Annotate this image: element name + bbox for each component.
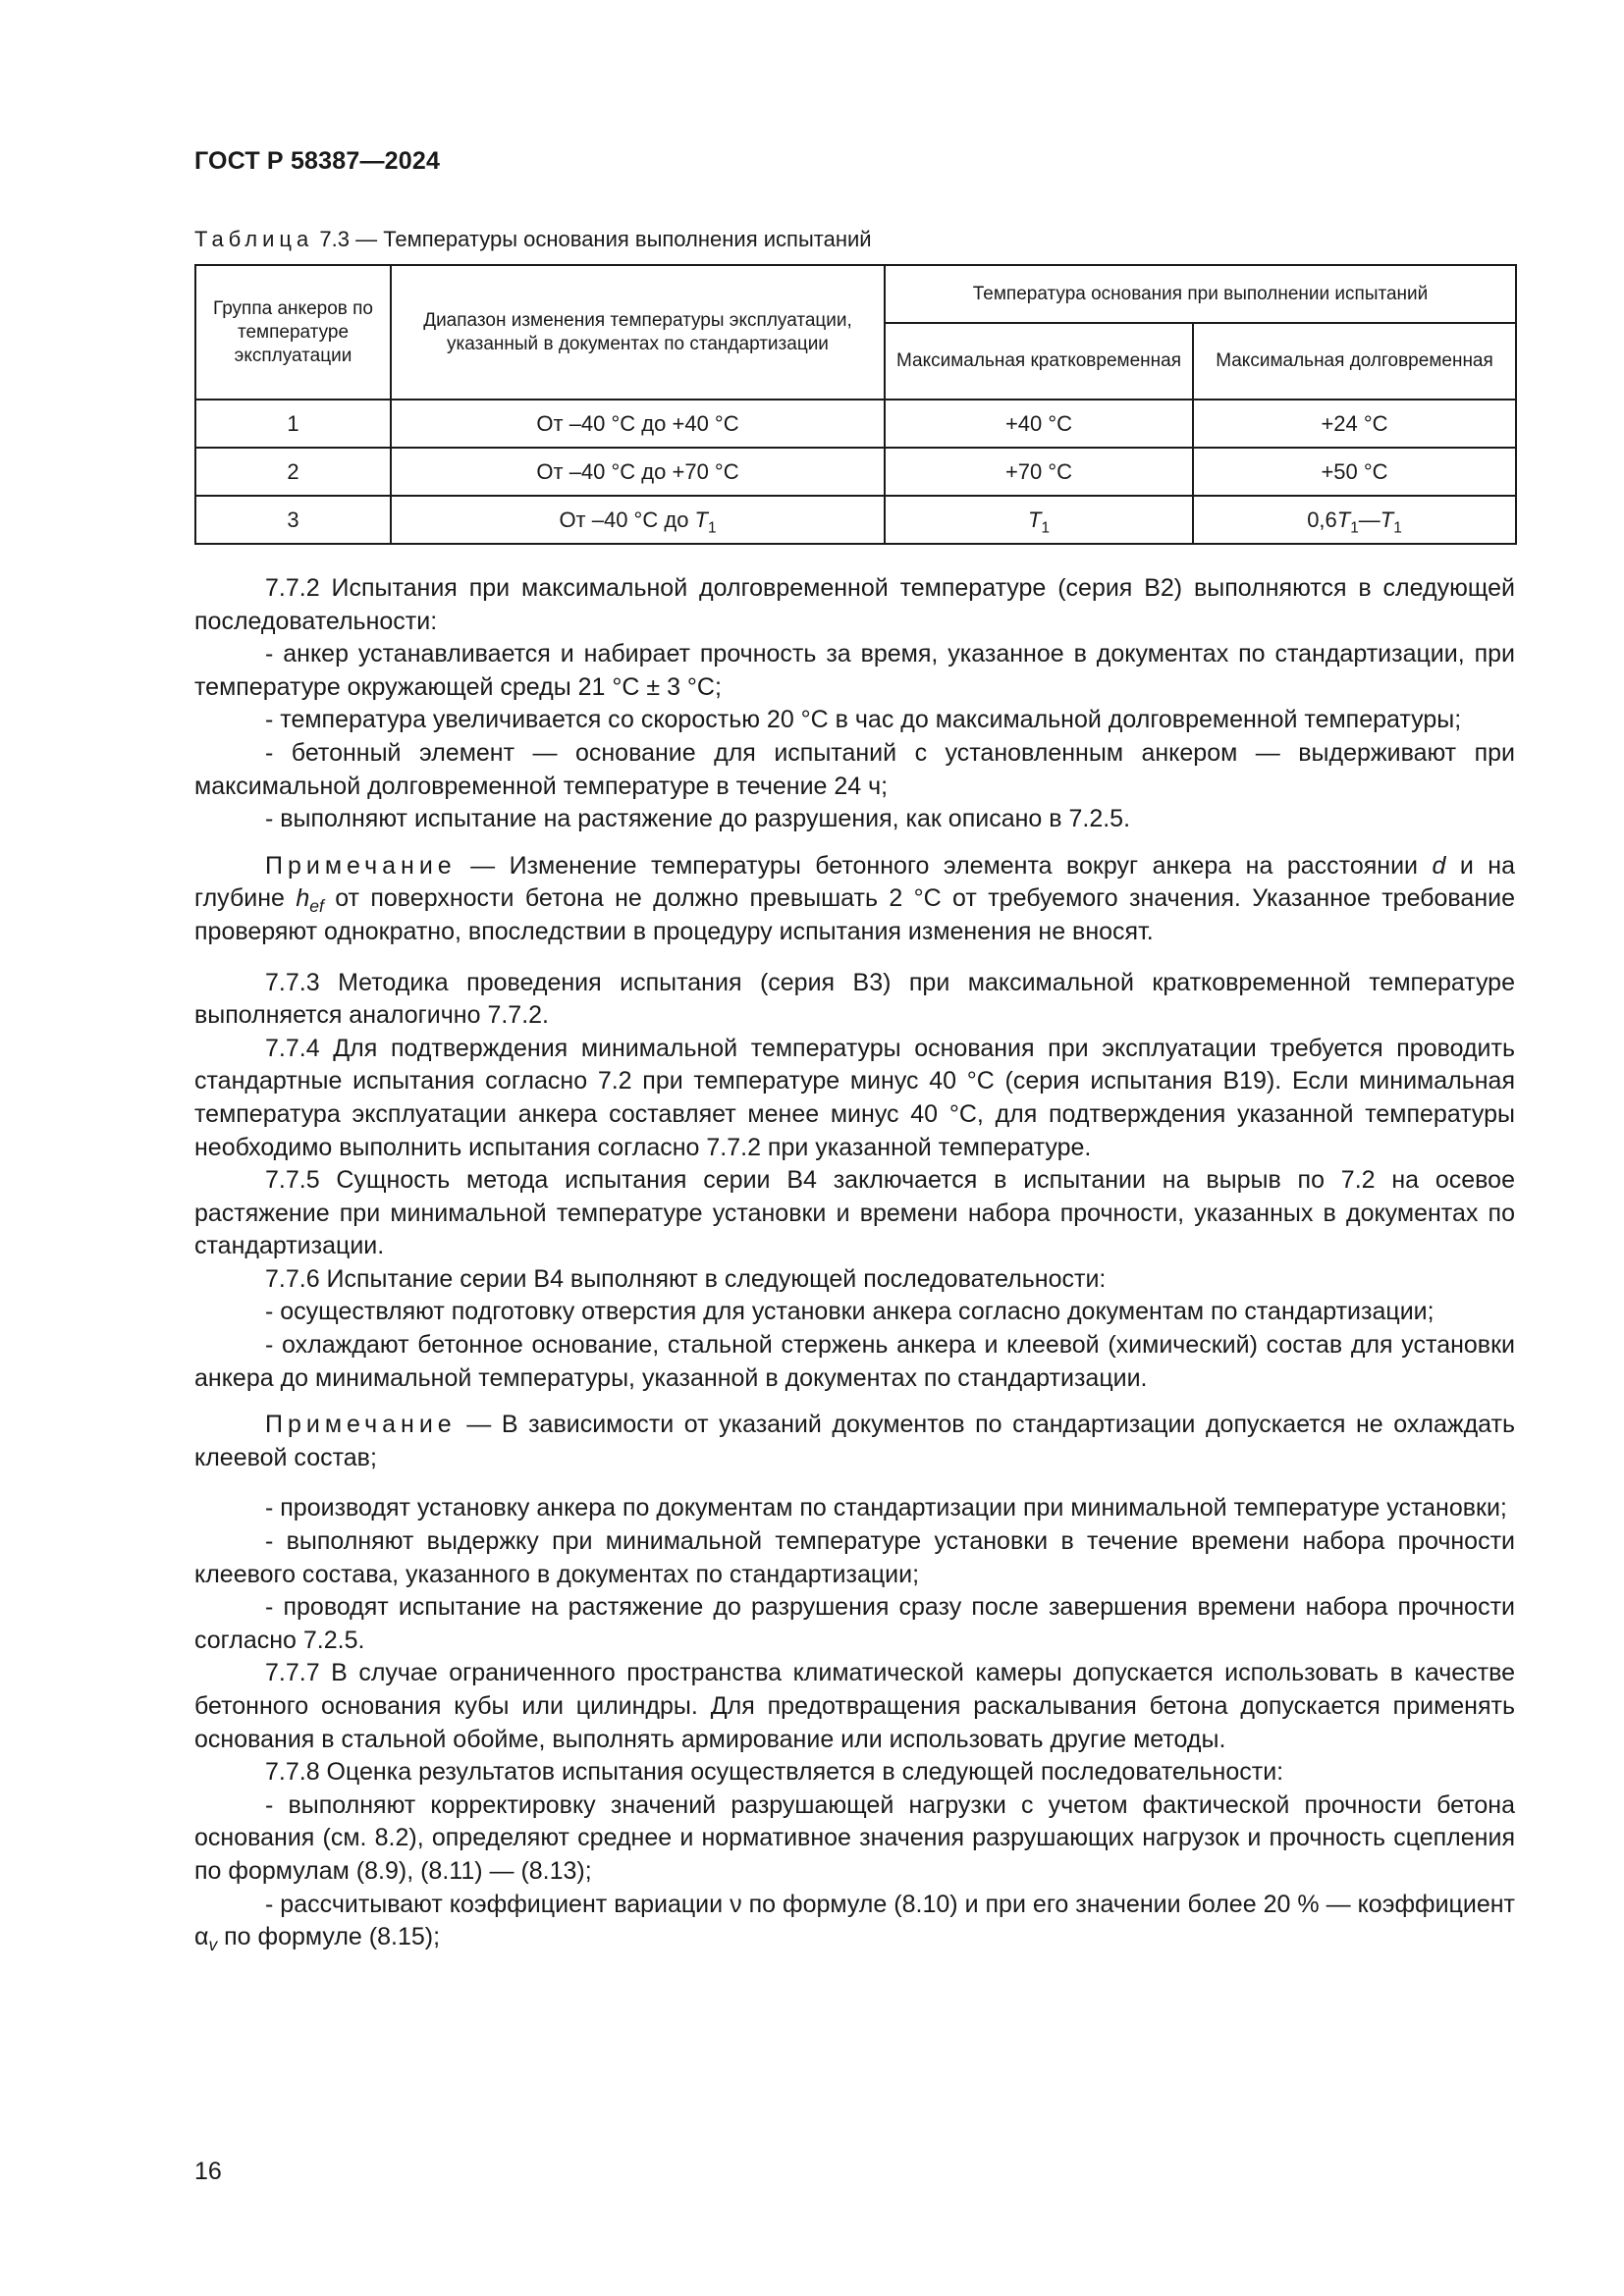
- cell-group: 3: [195, 496, 391, 544]
- list-item: - выполняют выдержку при минимальной температуре установки в течение времени набора прочности клеевого состава, указанного в документах по стандартизации;: [194, 1527, 1515, 1588]
- cell-short-term: +40 °C: [885, 400, 1193, 448]
- paragraph: 7.7.7 В случае ограниченного пространства климатической камеры допускается использовать в качестве бетонного основания кубы или цилиндры. Для предотвращения раскалывания бетона допускается применять основания в стальной обойме, выполнять армирование или использовать другие методы.: [194, 1659, 1515, 1753]
- list-item: - анкер устанавливается и набирает прочность за время, указанное в документах по стандартизации, при температуре окружающей среды 21 °С ± 3 °С;: [194, 640, 1515, 701]
- cell-short-term: $T_1$: [885, 496, 1193, 544]
- paragraph: 7.7.2 Испытания при максимальной долговременной температуре (серия В2) выполняются в следующей последовательности:: [194, 574, 1515, 635]
- cell-long-term: $0,6T_1—T_1$: [1193, 496, 1516, 544]
- table-row: [195, 448, 1516, 496]
- note: Примечание — Изменение температуры бетонного элемента вокруг анкера на расстоянии d и на глубине $h_{ef}$ от поверхности бетона не должно превышать 2 °С от требуемого значения. Указанное требование проверяют однократно, впоследствии в процедуру испытания изменения не вносят.: [194, 851, 1515, 945]
- table-caption-label: Таблица: [194, 227, 314, 251]
- table-row: [195, 400, 1516, 448]
- list-item: - рассчитывают коэффициент вариации ν по формуле (8.10) и при его значении более 20 % — коэффициент $\alpha_v$ по формуле (8.15);: [194, 1890, 1516, 1955]
- col-header-short-term: Максимальная кратковременная: [885, 323, 1193, 400]
- col-header-group: Группа анкеров по температуре эксплуатации: [195, 265, 391, 400]
- cell-short-term: +70 °C: [885, 448, 1193, 496]
- cell-group: 2: [195, 448, 391, 496]
- list-item: - проводят испытание на растяжение до разрушения сразу после завершения времени набора прочности согласно 7.2.5.: [194, 1593, 1515, 1654]
- cell-long-term: +24 °C: [1193, 400, 1516, 448]
- col-header-range: Диапазон изменения температуры эксплуатации, указанный в документах по стандартизации: [391, 265, 885, 400]
- list-item: - бетонный элемент — основание для испытаний с установленным анкером — выдерживают при максимальной долговременной температуре в течение 24 ч;: [194, 738, 1515, 800]
- paragraph: 7.7.5 Сущность метода испытания серии В4 заключается в испытании на вырыв по 7.2 на осевое растяжение при минимальной температуре установки и времени набора прочности, указанных в документах по стандартизации.: [194, 1166, 1515, 1260]
- table-caption-text: 7.3 — Температуры основания выполнения испытаний: [319, 227, 872, 251]
- list-item: - осуществляют подготовку отверстия для установки анкера согласно документам по стандартизации;: [265, 1298, 1435, 1326]
- page-content: [194, 147, 1515, 1954]
- list-item: - охлаждают бетонное основание, стальной стержень анкера и клеевой (химический) состав для установки анкера до минимальной температуры, указанной в документах по стандартизации.: [194, 1331, 1515, 1392]
- cell-range: От –40 °C до +40 °C: [391, 400, 885, 448]
- paragraph: 7.7.6 Испытание серии В4 выполняют в следующей последовательности:: [265, 1264, 1107, 1293]
- body-text: [194, 572, 1515, 1954]
- page-number: 16: [194, 2158, 222, 2185]
- list-item: - выполняют корректировку значений разрушающей нагрузки с учетом фактической прочности бетона основания (см. 8.2), определяют среднее и нормативное значения разрушающих нагрузок и прочность сцепления по формулам (8.9), (8.11) — (8.13);: [194, 1790, 1515, 1885]
- paragraph: 7.7.4 Для подтверждения минимальной температуры основания при эксплуатации требуется проводить стандартные испытания согласно 7.2 при температуре минус 40 °С (серия испытания В19). Если минимальная температура эксплуатации анкера составляет менее минус 40 °С, для подтверждения указанной температуры необходимо выполнить испытания согласно 7.7.2 при указанной температуре.: [194, 1034, 1515, 1161]
- list-item: - выполняют испытание на растяжение до разрушения, как описано в 7.2.5.: [265, 805, 1131, 833]
- paragraph: 7.7.3 Методика проведения испытания (серия В3) при максимальной кратковременной температуре выполняется аналогично 7.7.2.: [194, 968, 1515, 1030]
- cell-range: От –40 °C до +70 °C: [391, 448, 885, 496]
- cell-range: От –40 °C до $T_1$: [391, 496, 885, 544]
- col-header-base-temp: Температура основания при выполнении испытаний: [885, 265, 1516, 323]
- paragraph: 7.7.8 Оценка результатов испытания осуществляется в следующей последовательности:: [265, 1758, 1284, 1787]
- table-row: [195, 496, 1516, 544]
- document-header: ГОСТ Р 58387—2024: [194, 147, 441, 175]
- cell-group: 1: [195, 400, 391, 448]
- temperature-table: [194, 264, 1517, 545]
- list-item: - производят установку анкера по документам по стандартизации при минимальной температуре установки;: [265, 1494, 1507, 1522]
- table-caption: [194, 227, 1515, 252]
- note: Примечание — В зависимости от указаний документов по стандартизации допускается не охлаждать клеевой состав;: [194, 1411, 1515, 1471]
- col-header-long-term: Максимальная долговременная: [1193, 323, 1516, 400]
- cell-long-term: +50 °C: [1193, 448, 1516, 496]
- list-item: - температура увеличивается со скоростью 20 °С в час до максимальной долговременной температуры;: [265, 706, 1462, 734]
